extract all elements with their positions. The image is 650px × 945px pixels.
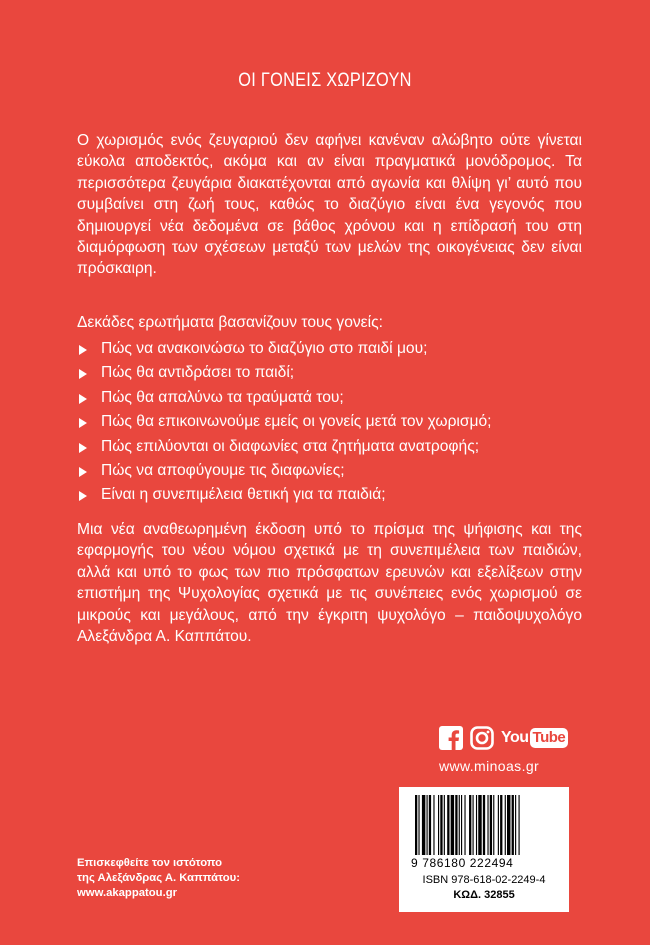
triangle-bullet-icon <box>79 443 87 453</box>
question-item: Πώς θα αντιδράσει το παιδί; <box>77 361 597 385</box>
triangle-bullet-icon <box>79 491 87 501</box>
author-website-note <box>77 856 240 901</box>
barcode-box <box>399 787 569 912</box>
barcode-bar <box>469 795 471 855</box>
publisher-website[interactable]: www.minoas.gr <box>439 758 540 774</box>
barcode-bar <box>498 795 499 855</box>
triangle-bullet-icon <box>79 345 87 355</box>
triangle-bullet-icon <box>79 418 87 428</box>
barcode-bar <box>478 795 481 855</box>
barcode-bar <box>438 795 439 855</box>
barcode-number: 9 786180 222494 <box>411 856 514 870</box>
barcode-bar <box>451 795 454 855</box>
barcode-bar <box>473 795 474 855</box>
triangle-bullet-icon <box>79 369 87 379</box>
barcode-bar <box>433 795 434 855</box>
barcode-bar <box>422 795 425 855</box>
barcode-bar <box>487 795 488 855</box>
description-paragraph-1: Ο χωρισμός ενός ζευγαριού δεν αφήνει κανέναν αλώβητο ούτε γίνεται εύκολα αποδεκτός, ακόμα και αν είναι πραγματικά μονόδρομος. Τα περισσότερα ζευγάρια διακατέχονται από αγωνία και θλίψη γι’ αυτό που συμβαίνει στη ζωή τους, καθώς το διαζύγιο είναι ένα γεγονός που δημιουργεί νέα δεδομένα σε βάθος χρόνου και η επίδρασή του στη διαμόρφωση των σχέσεων μεταξύ των μελών της οικογένειας δεν είναι πρόσκαιρη. <box>77 132 582 278</box>
question-item: Είναι η συνεπιμέλεια θετική για τα παιδιά; <box>77 483 597 507</box>
barcode-bar <box>455 795 457 855</box>
barcode-bar <box>515 795 516 855</box>
barcode-bar <box>429 795 431 855</box>
barcode-bar <box>418 795 419 855</box>
barcode-bar <box>512 795 514 855</box>
question-item: Πώς να ανακοινώσω το διαζύγιο στο παιδί μου; <box>77 337 597 361</box>
barcode-bar <box>440 795 442 855</box>
barcode-bar <box>507 795 510 855</box>
visit-line-2: της Αλεξάνδρας Α. Καππάτου: <box>77 872 241 884</box>
barcode-bar <box>505 795 506 855</box>
barcode-bar <box>483 795 485 855</box>
book-title: ΟΙ ΓΟΝΕΙΣ ΧΩΡΙΖΟΥΝ <box>238 70 412 91</box>
question-item: Πώς να αποφύγουμε τις διαφωνίες; <box>77 459 597 483</box>
triangle-bullet-icon <box>79 394 87 404</box>
visit-line-1: Επισκεφθείτε τον ιστότοπο <box>77 857 223 869</box>
questions-list <box>77 337 597 508</box>
social-icons <box>439 725 568 751</box>
barcode-bar <box>427 795 428 855</box>
questions-intro: Δεκάδες ερωτήματα βασανίζουν τους γονείς: <box>77 314 383 331</box>
instagram-icon[interactable] <box>470 726 494 750</box>
barcode-bar <box>490 795 492 855</box>
barcode-bar <box>415 795 417 855</box>
question-item: Πώς θα επικοινωνούμε εμείς οι γονείς μετά τον χωρισμό; <box>77 410 597 434</box>
author-website-link[interactable]: www.akappatou.gr <box>77 887 178 899</box>
barcode-bar <box>459 795 460 855</box>
barcode-bar <box>476 795 477 855</box>
barcode-bar <box>519 795 520 855</box>
description-paragraph-2: Μια νέα αναθεωρημένη έκδοση υπό το πρίσμα της ψήφισης και της εφαρμογής του νέου νόμου σχετικά με τη συνεπιμέλεια των παιδιών, αλλά και υπό το φως των πιο πρόσφατων ερευνών και εξελίξεων στην επιστήμη της Ψυχολογίας σχετικά με τις συνέπειες ενός χωρισμού σε μικρούς και μεγάλους, από την έγκριτη ψυχολόγο – παιδοψυχολόγο Αλεξάνδρα Α. Καππάτου. <box>77 521 582 646</box>
barcode-bar <box>464 795 465 855</box>
barcode-bar <box>444 795 445 855</box>
question-item: Πώς επιλύονται οι διαφωνίες στα ζητήματα ανατροφής; <box>77 435 597 459</box>
barcode-bar <box>447 795 449 855</box>
barcode-bar <box>493 795 494 855</box>
barcode-bar <box>461 795 462 855</box>
facebook-icon[interactable] <box>439 726 463 750</box>
product-code: ΚΩΔ. 32855 <box>453 889 515 901</box>
barcode-image <box>409 795 559 855</box>
question-item: Πώς θα απαλύνω τα τραύματά του; <box>77 386 597 410</box>
triangle-bullet-icon <box>79 467 87 477</box>
isbn: ISBN 978-618-02-2249-4 <box>422 874 546 886</box>
youtube-icon[interactable]: You Tube <box>501 726 568 750</box>
barcode-bar <box>500 795 502 855</box>
